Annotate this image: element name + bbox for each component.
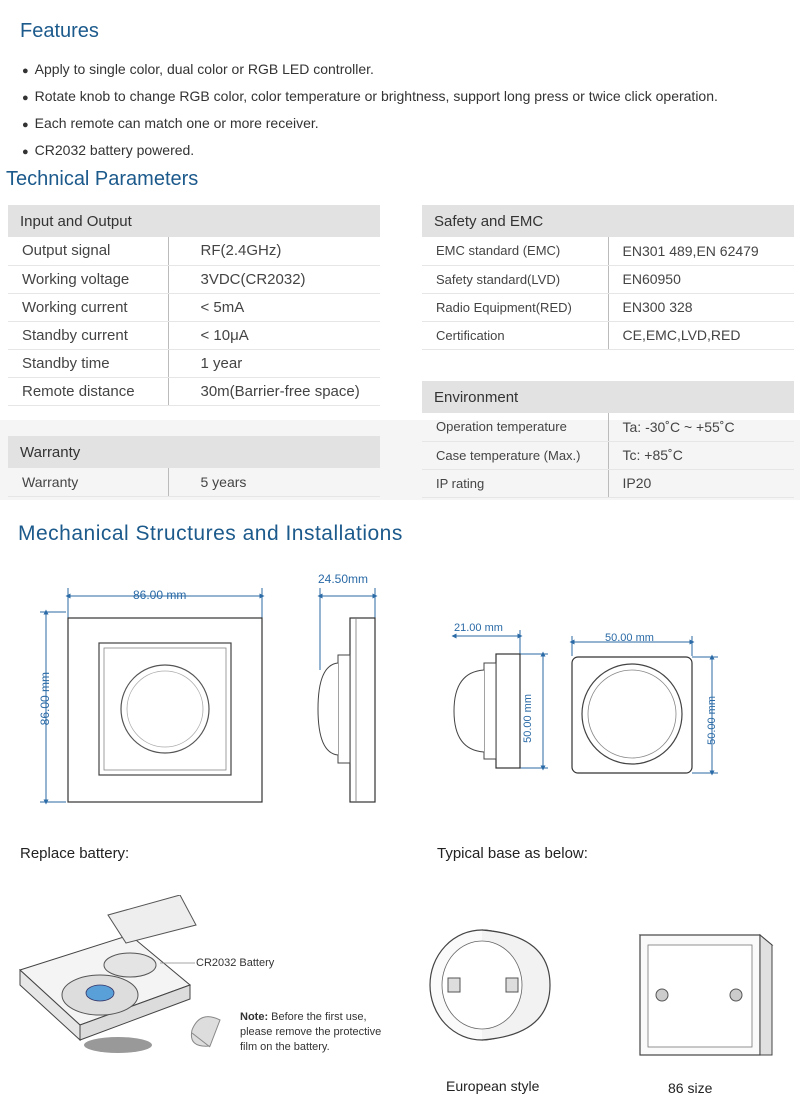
table-row [422, 469, 794, 497]
knob-front-drawing [572, 636, 718, 773]
knob-front-width-dim: 50.00 mm [605, 632, 654, 644]
european-base-drawing [430, 930, 550, 1040]
param-key: Warranty [8, 468, 168, 496]
side-depth-dim: 24.50mm [318, 572, 369, 586]
mechanical-drawings [0, 560, 800, 820]
param-key: EMC standard (EMC) [422, 237, 608, 265]
param-value: 5 years [168, 468, 380, 496]
param-key: Working voltage [8, 265, 168, 293]
86-size-label: 86 size [668, 1080, 713, 1096]
param-value: 1 year [168, 349, 380, 377]
param-value: IP20 [608, 469, 794, 497]
param-value: Ta: -30˚C ~ +55˚C [608, 413, 794, 441]
safety-emc-table [422, 205, 794, 350]
table-header: Safety and EMC [422, 205, 794, 237]
table-row [8, 321, 380, 349]
param-key: Certification [422, 321, 608, 349]
feature-item: ● CR2032 battery powered. [22, 138, 718, 165]
param-key: Operation temperature [422, 413, 608, 441]
table-row [422, 237, 794, 265]
param-key: IP rating [422, 469, 608, 497]
battery-note [240, 1010, 390, 1055]
note-label: Note: [240, 1011, 269, 1023]
table-row [8, 237, 380, 265]
table-row [8, 349, 380, 377]
table-row [422, 321, 794, 349]
knob-front-height-dim: 50.00 mm [706, 696, 718, 745]
param-key: Standby time [8, 349, 168, 377]
param-key: Radio Equipment(RED) [422, 293, 608, 321]
table-row [422, 413, 794, 441]
table-row [8, 377, 380, 405]
feature-item: ● Each remote can match one or more receiver. [22, 111, 718, 138]
param-value: EN300 328 [608, 293, 794, 321]
param-value: CE,EMC,LVD,RED [608, 321, 794, 349]
front-height-dim: 86.00 mm [38, 672, 52, 726]
front-width-dim: 86.00 mm [133, 588, 187, 602]
param-value: < 10μA [168, 321, 380, 349]
param-value: 3VDC(CR2032) [168, 265, 380, 293]
param-value: EN301 489,EN 62479 [608, 237, 794, 265]
front-view-drawing [40, 588, 262, 802]
mechanical-title: Mechanical Structures and Installations [18, 522, 403, 545]
table-row [8, 293, 380, 321]
86-base-drawing [640, 935, 772, 1055]
input-output-table [8, 205, 380, 406]
table-header: Environment [422, 381, 794, 413]
param-value: < 5mA [168, 293, 380, 321]
battery-label: CR2032 Battery [196, 957, 275, 969]
table-header: Input and Output [8, 205, 380, 237]
param-value: EN60950 [608, 265, 794, 293]
table-row [422, 265, 794, 293]
side-view-drawing [318, 588, 375, 802]
technical-parameters-title: Technical Parameters [6, 168, 199, 190]
table-row [422, 293, 794, 321]
param-key: Case temperature (Max.) [422, 441, 608, 469]
note-text: Before the first use, please remove the protective film on the battery. [240, 1011, 382, 1053]
environment-table [422, 381, 794, 498]
param-value: Tc: +85˚C [608, 441, 794, 469]
warranty-table [8, 436, 380, 497]
knob-side-height-dim: 50.00 mm [522, 694, 534, 743]
typical-base-title: Typical base as below: [437, 845, 588, 862]
features-list [22, 57, 718, 165]
param-key: Safety standard(LVD) [422, 265, 608, 293]
replace-battery-title: Replace battery: [20, 845, 130, 862]
table-row [8, 265, 380, 293]
feature-item: ● Rotate knob to change RGB color, color temperature or brightness, support long press or twice click operation. [22, 84, 718, 111]
param-key: Working current [8, 293, 168, 321]
param-key: Standby current [8, 321, 168, 349]
knob-depth-dim: 21.00 mm [454, 622, 503, 634]
table-header: Warranty [8, 436, 380, 468]
features-title: Features [20, 20, 99, 42]
table-row [422, 441, 794, 469]
param-value: RF(2.4GHz) [168, 237, 380, 265]
european-style-label: European style [446, 1078, 540, 1094]
param-value: 30m(Barrier-free space) [168, 377, 380, 405]
table-row [8, 468, 380, 496]
base-illustrations [420, 920, 790, 1070]
battery-replacement-illustration [10, 895, 240, 1065]
param-key: Remote distance [8, 377, 168, 405]
feature-item: ● Apply to single color, dual color or RGB LED controller. [22, 57, 718, 84]
param-key: Output signal [8, 237, 168, 265]
